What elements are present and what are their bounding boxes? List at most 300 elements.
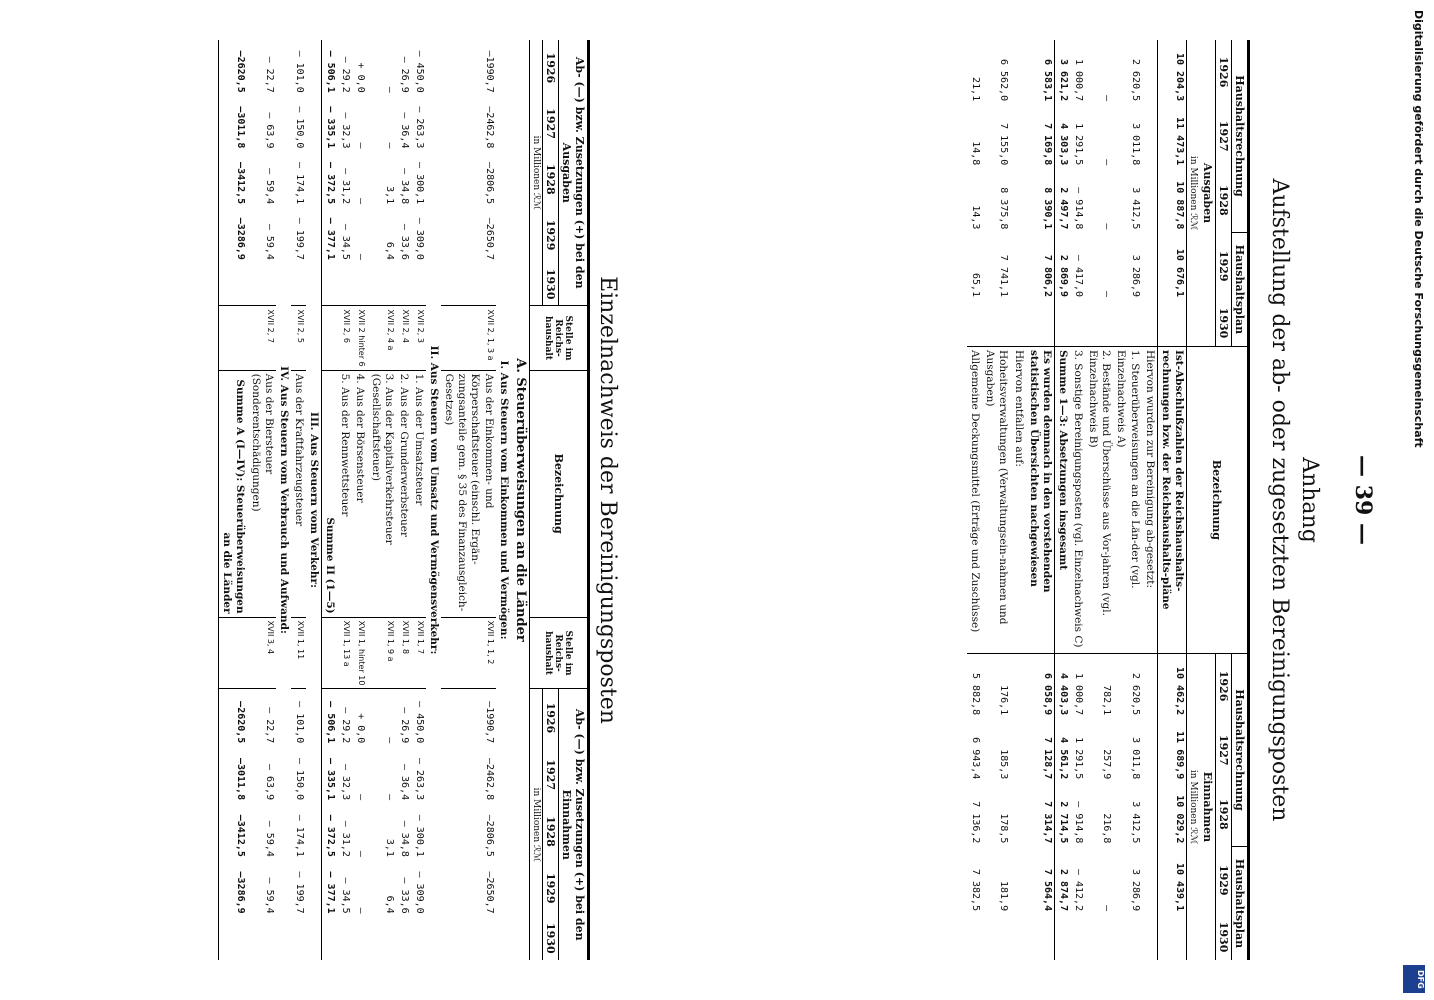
ausgaben-cell: 2 497,7 — [1058, 187, 1069, 230]
row-label: 2. Aus der Grunderwerbsteuer — [396, 370, 411, 617]
einnahmen-cell: — 263,3 — [414, 757, 425, 801]
einnahmen-cell — [1070, 914, 1085, 960]
ausgaben-cell: + 0,0 — [355, 62, 367, 93]
einnahmen-cell: — 63,9 — [263, 763, 275, 801]
einnahmen-cell: — 199,7 — [294, 871, 305, 914]
table-row — [306, 40, 322, 960]
ausgaben-cell — [1142, 104, 1158, 168]
stelle-cell: XVII 1, 1, 2 — [441, 617, 496, 689]
stelle-cell: XVII 2, 4 — [396, 306, 411, 370]
row-label: 4. Aus der Börsensteuer — [352, 370, 367, 617]
ausgaben-cell — [322, 263, 338, 306]
stelle-cell: XVII 1, 11 — [291, 617, 306, 689]
ausgaben-cell: — 59,4 — [263, 168, 275, 205]
year-header: 1929 — [1216, 232, 1232, 300]
ausgaben-cell: 6 562,0 — [998, 58, 1010, 102]
einnahmen-cell — [1011, 914, 1026, 960]
ausgaben-cell — [1054, 300, 1070, 346]
abzu-label: Ab- (—) bzw. Zusetzungen (+) bei den — [573, 56, 586, 289]
ausgaben-cell — [219, 263, 248, 306]
einnahmen-cell — [1142, 718, 1158, 782]
einnahmen-cell: 7 136,2 — [970, 801, 982, 844]
einnahmen-cell: — — [368, 689, 396, 746]
einnahmen-cell: — 450,0 — [411, 689, 426, 746]
einnahmen-cell: 5 882,8 — [967, 653, 982, 718]
einnahmen-cell — [1157, 914, 1186, 960]
einnahmen-cell: — 36,4 — [398, 763, 410, 801]
stelle-cell: XVII 2, 1, 3 a — [441, 306, 496, 370]
stelle-cell — [322, 306, 338, 370]
stelle-cell: XVII 1, 9 a — [368, 617, 396, 689]
ausgaben-cell — [368, 263, 396, 306]
ausgaben-cell: 10 676,1 — [1174, 248, 1185, 298]
einnahmen-cell: 2 874,7 — [1058, 868, 1069, 912]
einnahmen-cell — [322, 917, 338, 960]
header-abzu-ein — [559, 689, 589, 960]
einnahmen-cell: —3412,5 — [235, 814, 247, 857]
einnahmen-cell — [982, 914, 1010, 960]
ausgaben-cell — [1142, 232, 1158, 300]
row-label: Aus der Biersteuer (Sonderentschädigungen) — [248, 370, 276, 617]
row-label: Summe A (I—IV): Steuerüberweisungen an die Länder — [219, 370, 248, 617]
ausgaben-cell: 7 741,1 — [998, 254, 1010, 298]
ausgaben-cell: 2 869,9 — [1058, 254, 1069, 298]
einnahmen-cell — [1011, 718, 1026, 782]
ausgaben-cell: — 26,9 — [398, 56, 410, 93]
year-header: 1928 — [1216, 782, 1232, 846]
ausgaben-cell: 10 887,8 — [1174, 181, 1185, 230]
ausgaben-cell — [1142, 168, 1158, 232]
ausgaben-cell: — 22,7 — [263, 56, 275, 93]
ausgaben-cell — [1113, 300, 1141, 346]
year-header: 1928 — [1216, 168, 1232, 232]
row-label: 1. Aus der Umsatzsteuer — [411, 370, 426, 617]
ausgaben-cell: — 335,1 — [325, 106, 337, 149]
table-row — [219, 40, 248, 960]
einnahmen-cell: 4 561,2 — [1058, 737, 1069, 780]
header-rechnung-aus: Haushaltsrechnung — [1232, 40, 1249, 232]
einnahmen-cell — [291, 917, 306, 960]
ausgaben-cell: 3 286,9 — [1129, 254, 1141, 298]
ausgaben-cell: 6 583,1 — [1041, 58, 1053, 102]
einnahmen-cell — [1011, 653, 1026, 718]
year-header: 1927 — [1216, 104, 1232, 168]
ausgaben-cell: — 300,1 — [414, 162, 425, 205]
row-label: 3. Aus der Kapitalverkehrsteuer (Gesellschaftsteuer) — [368, 370, 396, 617]
ausgaben-cell: —3412,5 — [235, 162, 247, 205]
einnahmen-cell: — — [355, 794, 367, 801]
einnahmen-cell: —1990,7 — [441, 689, 496, 746]
ausgaben-cell: — 199,7 — [294, 217, 305, 260]
section-a-title: A. Steuerüberweisungen an die Länder — [513, 358, 528, 642]
ausgaben-cell: — 29,2 — [340, 56, 352, 93]
year-header: 1927 — [1216, 718, 1232, 782]
einnahmen-cell: 782,1 — [1085, 653, 1113, 718]
einnahmen-cell: 1 000,7 — [1070, 653, 1085, 718]
page-heading: Anhang — [1297, 457, 1322, 543]
einnahmen-cell: — 26,9 — [396, 689, 411, 746]
ausgaben-cell — [982, 300, 1010, 346]
stelle-cell: XVII 3, 4 — [248, 617, 276, 689]
einnahmen-cell — [441, 917, 496, 960]
ausgaben-cell — [1011, 168, 1026, 232]
einnahmen-cell — [1054, 914, 1070, 960]
ausgaben-cell — [1085, 300, 1113, 346]
stelle-cell — [219, 617, 248, 689]
ausgaben-cell: — — [383, 142, 395, 149]
einnahmen-cell — [337, 917, 352, 960]
einnahmen-cell — [352, 917, 367, 960]
stelle-cell: XVII 2 hinter 6 — [352, 306, 367, 370]
ausgaben-cell: 7 169,8 — [1041, 123, 1053, 166]
ausgaben-cell: 1 000,7 — [1073, 58, 1085, 102]
ausgaben-cell — [337, 263, 352, 306]
ausgaben-cell: — 309,0 — [414, 217, 425, 260]
einnahmen-cell: — 372,5 — [325, 814, 337, 857]
ausgaben-cell — [411, 263, 426, 306]
row-label: Es wurden demnach in den vorstehenden statistischen Übersichten nachgewiesen — [1026, 346, 1055, 653]
table-row — [1085, 40, 1113, 960]
ausgaben-cell: 8 390,1 — [1041, 187, 1053, 230]
table-row — [426, 40, 441, 960]
einnahmen-cell: 10 439,1 — [1174, 862, 1185, 912]
einnahmen-cell — [967, 914, 982, 960]
einnahmen-cell: 7 564,4 — [1041, 868, 1053, 912]
ausgaben-cell: — 263,3 — [414, 106, 425, 149]
ausgaben-cell — [396, 263, 411, 306]
einnahmen-cell: — 29,2 — [337, 689, 352, 746]
ausgaben-cell — [1142, 40, 1158, 104]
row-label: 1. Steuerüberweisungen an die Län-der (vgl. Einzelnachweis A) — [1113, 346, 1141, 653]
ausgaben-cell — [1011, 300, 1026, 346]
einnahmen-cell: — 506,1 — [322, 689, 338, 746]
stelle-cell: XVII 1, 7 — [411, 617, 426, 689]
table-row — [322, 40, 338, 960]
einnahmen-cell — [1142, 782, 1158, 846]
year-header: 1930 — [1216, 914, 1232, 960]
year-header: 1926 — [543, 40, 559, 96]
table-row — [1070, 40, 1085, 960]
einnahmen-cell: — 377,1 — [325, 871, 337, 914]
einnahmen-cell: — 59,4 — [263, 820, 275, 857]
einnahmen-cell: —3011,8 — [235, 757, 247, 801]
einnahmen-cell: — 22,7 — [248, 689, 276, 746]
ausgaben-cell: — — [355, 198, 367, 205]
unit-label: in Millionen ℛℳ — [1188, 769, 1198, 845]
table-row — [248, 40, 276, 960]
einnahmen-cell — [1142, 914, 1158, 960]
table-row — [276, 40, 291, 960]
subsection-title: I. Aus Steuern vom Einkommen und Vermögen: — [497, 360, 510, 640]
header-bezeichnung-2: Bezeichnung — [530, 370, 589, 617]
einnahmen-cell — [219, 917, 248, 960]
row-label: 5. Aus der Rennwettsteuer — [337, 370, 352, 617]
ausgaben-cell — [1011, 104, 1026, 168]
dfg-logo: DFG — [1403, 965, 1425, 993]
ausgaben-cell: — 377,1 — [325, 217, 337, 260]
ausgaben-cell — [291, 263, 306, 306]
einnahmen-cell — [248, 917, 276, 960]
stelle-cell: XVII 1, 8 — [396, 617, 411, 689]
ausgaben-cell: — 32,3 — [340, 112, 352, 149]
ausgaben-cell: 2 620,5 — [1129, 58, 1141, 102]
einnahmen-cell: — 412,2 — [1073, 868, 1085, 912]
einnahmen-cell: 3 286,9 — [1129, 868, 1141, 912]
ausgaben-cell: 1 291,5 — [1073, 123, 1085, 166]
einnahmen-cell — [396, 917, 411, 960]
ausgaben-cell: —2806,5 — [483, 162, 495, 205]
ausgaben-cell: 10 204,3 — [1174, 52, 1185, 102]
header-stelle-aus: Stelle im Reichs-haushalt — [530, 306, 589, 370]
year-header: 1928 — [543, 151, 559, 207]
ausgaben-cell: 7 806,2 — [1041, 254, 1053, 298]
ausgaben-cell: —2650,7 — [483, 217, 495, 260]
ausgaben-cell: — 34,5 — [340, 223, 352, 260]
year-header: 1930 — [1216, 300, 1232, 346]
einnahmen-cell — [1011, 782, 1026, 846]
einnahmen-cell: —2650,7 — [483, 871, 495, 914]
einnahmen-cell: 181,9 — [998, 881, 1010, 912]
table-row — [291, 40, 306, 960]
ausgaben-cell: —3011,8 — [235, 106, 247, 149]
row-label: Summe 1—3: Absetzungen insgesamt — [1054, 346, 1070, 653]
einnahmen-cell: — 914,8 — [1073, 801, 1085, 844]
section-title: Einzelnachweis der Bereinigungsposten — [595, 276, 620, 724]
einnahmen-cell: 3,1 — [383, 838, 395, 857]
table-row — [1026, 40, 1055, 960]
table-row — [1113, 40, 1141, 960]
stelle-cell: XVII 2, 7 — [248, 306, 276, 370]
header-einnahmen — [1187, 653, 1216, 960]
table-row — [352, 40, 367, 960]
table-row — [1157, 40, 1186, 960]
ausgaben-cell — [1011, 40, 1026, 104]
ausgaben-cell: — 31,2 — [340, 168, 352, 205]
einnahmen-cell — [368, 917, 396, 960]
stelle-cell: XVII 2, 6 — [337, 306, 352, 370]
ausgaben-cell: 3 412,5 — [1129, 187, 1141, 230]
einnahmen-cell: —2806,5 — [483, 814, 495, 857]
ausgaben-cell: — — [355, 253, 367, 260]
einnahmen-cell: 10 029,2 — [1174, 795, 1185, 844]
row-label: Hiervon wurden zur Bereinigung ab-gesetzt: — [1142, 346, 1158, 653]
section-row — [511, 40, 530, 960]
stelle-cell: XVII 1, hinter 10 — [352, 617, 367, 689]
einnahmen-cell: 2 620,5 — [1113, 653, 1141, 718]
subsection-title: III. Aus Steuern vom Verkehr: — [308, 412, 321, 588]
year-header: 1929 — [543, 860, 559, 917]
year-header: 1927 — [543, 96, 559, 152]
ausgaben-cell — [1026, 300, 1055, 346]
ausgaben-cell: —2462,8 — [483, 106, 495, 149]
subsection-title: IV. Aus Steuern vom Verbrauch und Aufwand: — [277, 366, 290, 634]
ausgaben-cell: — — [1101, 159, 1113, 166]
footer — [1405, 10, 1425, 990]
ausgaben-cell: — 63,9 — [263, 112, 275, 149]
einnahmen-cell: 6,4 — [383, 895, 395, 914]
year-header: 1930 — [543, 917, 559, 960]
einnahmen-cell: 1 291,5 — [1073, 737, 1085, 780]
einnahmen-cell: 3 011,8 — [1129, 737, 1141, 780]
einnahmen-cell — [1113, 914, 1141, 960]
table-row — [1054, 40, 1070, 960]
einnahmen-cell: — 33,6 — [398, 877, 410, 914]
header-bezeichnung: Bezeichnung — [1187, 346, 1249, 653]
einnahmen-cell: —2620,5 — [219, 689, 248, 746]
einnahmen-cell: — — [383, 794, 395, 801]
einnahmen-cell — [1085, 914, 1113, 960]
table-row — [496, 40, 511, 960]
detail-table — [218, 40, 590, 960]
page-number: — 39 — — [1350, 455, 1376, 545]
einnahmen-cell: —2462,8 — [483, 757, 495, 801]
header-stelle-ein: Stelle im Reichs-haushalt — [530, 617, 589, 689]
header-rechnung-ein: Haushaltsrechnung — [1232, 653, 1249, 846]
ausgaben-label: Ausgaben — [1201, 162, 1214, 224]
ausgaben-cell: — 101,0 — [294, 50, 305, 93]
ausgaben-label: Ausgaben — [560, 142, 573, 203]
ausgaben-cell: — 34,8 — [398, 168, 410, 205]
einnahmen-cell: — — [355, 850, 367, 857]
ausgaben-cell: 14,3 — [970, 205, 982, 230]
header-plan-ein: Haushaltsplan — [1232, 846, 1249, 960]
table-row — [396, 40, 411, 960]
einnahmen-cell: — 59,4 — [263, 877, 275, 914]
ausgaben-cell: 3 011,8 — [1129, 123, 1141, 166]
year-header: 1926 — [1216, 653, 1232, 718]
ausgaben-cell: 7 155,0 — [998, 123, 1010, 166]
einnahmen-label: Einnahmen — [1201, 771, 1214, 843]
abzu-label: Ab- (—) bzw. Zusetzungen (+) bei den — [573, 708, 586, 941]
einnahmen-cell: — 31,2 — [340, 820, 352, 857]
einnahmen-cell — [1026, 914, 1055, 960]
year-header: 1927 — [543, 746, 559, 803]
ausgaben-cell: 65,1 — [970, 272, 982, 298]
stelle-cell: XVII 2, 4 a — [368, 306, 396, 370]
unit-label: in Millionen ℛℳ — [530, 40, 543, 306]
einnahmen-cell: 257,9 — [1101, 749, 1113, 780]
row-label: 2. Bestände und Überschüsse aus Vor-jahren (vgl. Einzelnachweis B) — [1085, 346, 1113, 653]
einnahmen-cell: — — [1101, 905, 1113, 912]
ausgaben-cell — [352, 263, 367, 306]
year-header: 1926 — [1216, 40, 1232, 104]
einnahmen-cell: — 101,0 — [291, 689, 306, 746]
header-plan-aus: Haushaltsplan — [1232, 232, 1249, 346]
einnahmen-label: Einnahmen — [560, 789, 573, 860]
einnahmen-cell: 2 714,5 — [1058, 801, 1069, 844]
stelle-cell: XVII 2, 3 — [411, 306, 426, 370]
einnahmen-cell: — 335,1 — [325, 757, 337, 801]
table-row — [337, 40, 352, 960]
year-header: 1928 — [543, 803, 559, 860]
einnahmen-cell: —3286,9 — [235, 871, 247, 914]
einnahmen-cell: 10 462,2 — [1157, 653, 1186, 718]
einnahmen-cell: 6 058,9 — [1026, 653, 1055, 718]
einnahmen-cell: — 300,1 — [414, 814, 425, 857]
einnahmen-cell: 7 382,5 — [970, 868, 982, 912]
ausgaben-cell — [248, 263, 276, 306]
table-row — [441, 40, 496, 960]
einnahmen-cell: — — [355, 907, 367, 914]
row-label: Aus der Einkommen- und Körperschaftsteuer (einschl. Ergän-zungsanteile gem. § 35 des Finanzausgleich-Gesetzes) — [441, 370, 496, 617]
row-label: Hoheitsverwaltungen (Verwaltungsein-nahmen und Ausgaben) — [982, 346, 1010, 653]
einnahmen-cell: 4 403,3 — [1054, 653, 1070, 718]
ausgaben-cell: — — [1101, 223, 1113, 230]
ausgaben-cell: 3,1 — [383, 186, 395, 205]
header-ausgaben — [1187, 40, 1216, 346]
row-label: Summe II (1—5) — [322, 370, 338, 617]
einnahmen-cell: — 309,0 — [414, 871, 425, 914]
year-header: 1930 — [543, 263, 559, 306]
einnahmen-cell: + 0,0 — [352, 689, 367, 746]
ausgaben-cell: — — [1101, 291, 1113, 298]
ausgaben-cell: — 450,0 — [414, 50, 425, 93]
einnahmen-cell: — 34,8 — [398, 820, 410, 857]
einnahmen-cell: 11 689,9 — [1174, 731, 1185, 780]
ausgaben-cell: 4 303,3 — [1058, 123, 1069, 166]
ausgaben-cell: 11 473,1 — [1174, 117, 1185, 166]
einnahmen-cell: — 34,5 — [340, 877, 352, 914]
ausgaben-cell: 3 621,2 — [1058, 58, 1069, 102]
ausgaben-cell — [967, 300, 982, 346]
table-row — [967, 40, 982, 960]
einnahmen-cell: 176,1 — [982, 653, 1010, 718]
einnahmen-cell: 7 314,7 — [1041, 801, 1053, 844]
stelle-cell: XVII 2, 5 — [291, 306, 306, 370]
ausgaben-cell: — 36,4 — [398, 112, 410, 149]
ausgaben-cell: 21,1 — [970, 77, 982, 102]
ausgaben-cell — [1142, 300, 1158, 346]
einnahmen-cell: 185,3 — [998, 749, 1010, 780]
ausgaben-cell — [1157, 300, 1186, 346]
einnahmen-cell — [411, 917, 426, 960]
ausgaben-cell: — 33,6 — [398, 223, 410, 260]
stelle-cell — [219, 306, 248, 370]
einnahmen-cell: 6 943,4 — [970, 737, 982, 780]
table-row — [368, 40, 396, 960]
unit-label: in Millionen ℛℳ — [1188, 155, 1198, 231]
ausgaben-cell: — — [355, 142, 367, 149]
table-row — [982, 40, 1010, 960]
ausgaben-cell: — 174,1 — [294, 162, 305, 205]
ausgaben-cell: 6,4 — [383, 241, 395, 260]
einnahmen-cell — [1142, 653, 1158, 718]
footer-text: Digitalisierung gefördert durch die Deutsche Forschungsgemeinschaft — [1412, 10, 1425, 448]
einnahmen-cell: 3 412,5 — [1129, 801, 1141, 844]
row-label: Ist-Abschlußzahlen der Reichshaushalts-rechnungen bzw. der Reichshaushalts-pläne — [1157, 346, 1186, 653]
einnahmen-cell: 216,8 — [1101, 813, 1113, 844]
ausgaben-cell — [1011, 232, 1026, 300]
ausgaben-cell: 8 375,8 — [998, 187, 1010, 230]
ausgaben-cell: — 59,4 — [263, 223, 275, 260]
summary-table — [967, 40, 1250, 960]
stelle-cell: XVII 1, 13 a — [337, 617, 352, 689]
row-label: 3. Sonstige Bereinigungsposten (vgl. Einzelnachweis C) — [1070, 346, 1085, 653]
ausgaben-cell: —3286,9 — [235, 217, 247, 260]
row-label: Aus der Kraftfahrzeugsteuer — [291, 370, 306, 617]
einnahmen-cell — [1142, 846, 1158, 914]
ausgaben-cell: — 150,0 — [294, 106, 305, 149]
einnahmen-cell: — 150,0 — [294, 757, 305, 801]
ausgaben-cell: —1990,7 — [483, 50, 495, 93]
ausgaben-cell: — 914,8 — [1073, 187, 1085, 230]
year-header: 1929 — [1216, 846, 1232, 914]
ausgaben-cell: — — [383, 86, 395, 93]
header-abzu-aus — [559, 40, 589, 306]
ausgaben-cell: — 506,1 — [325, 50, 337, 93]
ausgaben-cell — [1070, 300, 1085, 346]
table-row — [1142, 40, 1158, 960]
